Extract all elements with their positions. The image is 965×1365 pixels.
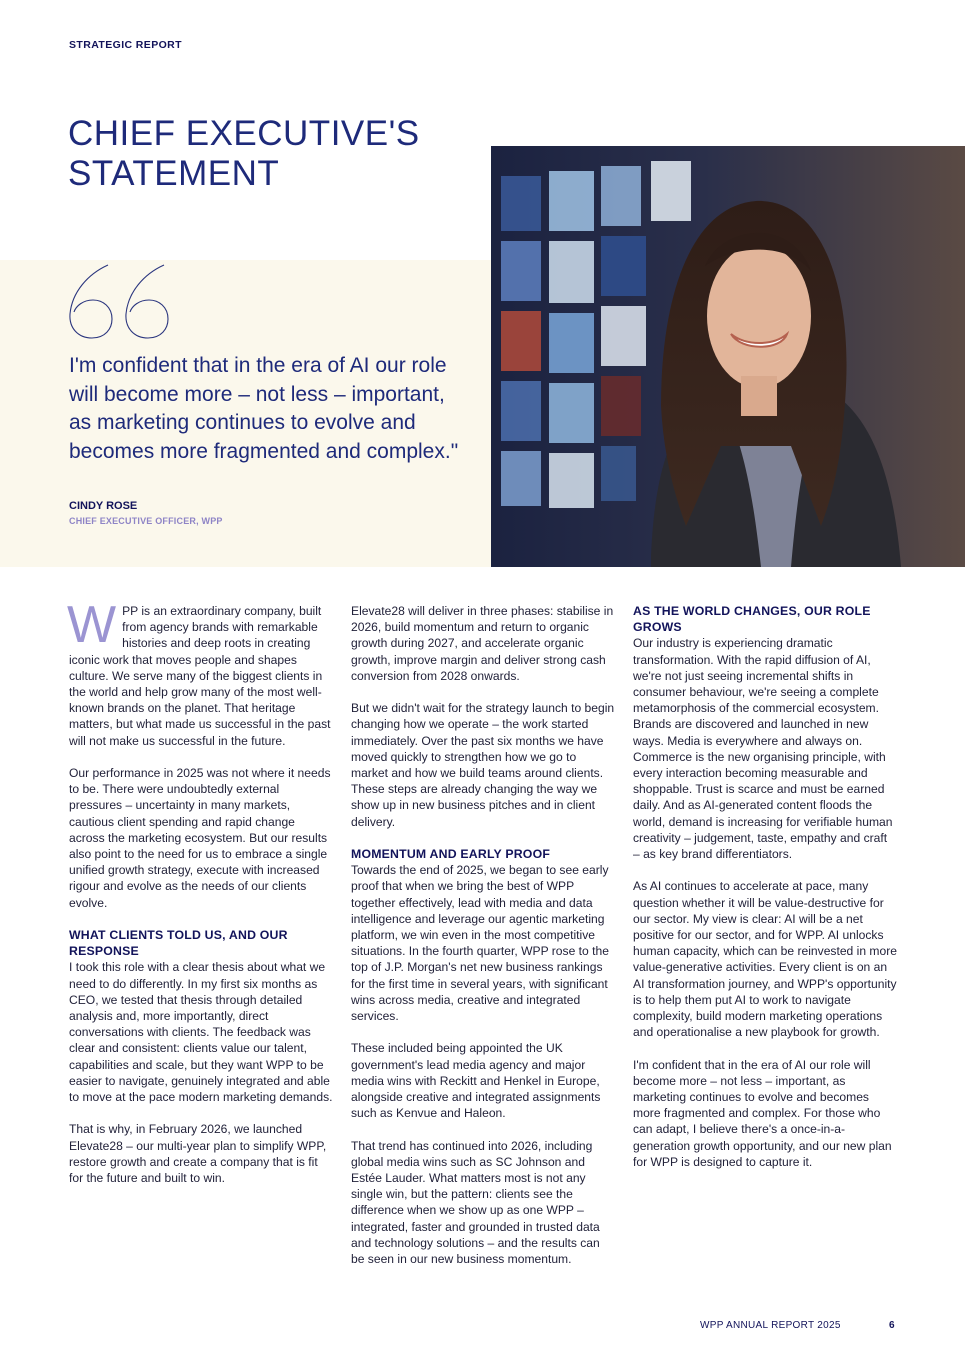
col3-heading: AS THE WORLD CHANGES, OUR ROLE GROWS bbox=[633, 604, 871, 635]
title-line-2: STATEMENT bbox=[68, 154, 280, 193]
column-3 bbox=[633, 603, 897, 1186]
quote-author: CINDY ROSE bbox=[69, 500, 138, 512]
col3-paragraph-2: As AI continues to accelerate at pace, many question whether it will be value-destructive for our sector. My view is clear: AI will be a net positive for our sector, and for WPP. AI unlocks human capacity, which can be reinvested in more value-generative activities. Every client is on an AI transformation journey, and WPP's opportunity is to help them put AI to work to navigate complexity, build modern marketing operations and operationalise a new playbook for growth. bbox=[633, 879, 897, 1040]
col2-paragraph-4: These included being appointed the UK government's lead media agency and major media wins with Reckitt and Henkel in Europe, alongside creative and integrated assignments such as Kenvue and Haleon. bbox=[351, 1041, 601, 1121]
col2-paragraph-3: Towards the end of 2025, we began to see early proof that when we bring the best of WPP together effectively, lead with media and data intelligence and leverage our agentic marketing platform, we win even in the most competitive situations. In the fourth quarter, WPP rose to the top of J.P. Morgan's net new business rankings for the first time in several years, with significant wins across media, creative and integrated services. bbox=[351, 863, 609, 1024]
page-number: 6 bbox=[889, 1320, 895, 1331]
ceo-portrait-photo bbox=[491, 146, 965, 567]
footer-report-title: WPP ANNUAL REPORT 2025 bbox=[700, 1320, 841, 1331]
col1-paragraph-2: Our performance in 2025 was not where it needs to be. There were undoubtedly external pressures – uncertainty in many markets, cautious client spending and rapid change across the marketing ecosystem. But our results also point to the need for us to embrace a single unified growth strategy, execute with increased rigour and evolve as the needs of our clients evolve. bbox=[69, 766, 331, 910]
col1-heading: WHAT CLIENTS TOLD US, AND OUR RESPONSE bbox=[69, 928, 288, 959]
page-title bbox=[68, 114, 420, 194]
col2-paragraph-1: Elevate28 will deliver in three phases: stabilise in 2026, build momentum and return to organic growth during 2027, and accelerate organic growth, improve margin and deliver strong cash conversion from 2028 onwards. bbox=[351, 604, 614, 683]
col1-p1-text: PP is an extraordinary company, built from agency brands with remarkable histories and deep roots in creating iconic work that moves people and shapes culture. We serve many of the biggest clients in the world and help grow many of the most well-known brands on the planet. That heritage matters, but what made us successful in the past will not make us successful in the future. bbox=[69, 604, 331, 748]
column-1 bbox=[67, 596, 333, 1202]
col2-paragraph-2: But we didn't wait for the strategy launch to begin changing how we operate – the work started immediately. Over the past six months we have moved quickly to strengthen how we go to market and how we build teams around clients. These steps are already changing the way we show up in new business pitches and in client delivery. bbox=[351, 701, 615, 829]
col3-paragraph-3: I'm confident that in the era of AI our role will become more – not less – important, as marketing continues to evolve and becomes more fragmented and complex. For those who can adapt, I believe there's a once-in-a-generation growth opportunity, and our new plan for WPP is designed to capture it. bbox=[633, 1057, 892, 1169]
col1-paragraph-4: That is why, in February 2026, we launched Elevate28 – our multi-year plan to simplify WPP, restore growth and create a company that is fit for the future and built to win. bbox=[69, 1122, 327, 1186]
quote-author-title: CHIEF EXECUTIVE OFFICER, WPP bbox=[69, 516, 223, 526]
col1-paragraph-3: I took this role with a clear thesis about what we need to do differently. In my first six months as CEO, we tested that thesis through detailed analysis and, more importantly, direct conversations with clients. The feedback was clear and consistent: clients value our talent, capabilities and scale, but they want WPP to be easier to navigate, genuinely integrated and able to move at the pace modern marketing demands. bbox=[69, 960, 333, 1105]
col3-paragraph-1: Our industry is experiencing dramatic transformation. With the rapid diffusion of AI, we're not just seeing incremental shifts in consumer behaviour, we're seeing a complete metamorphosis of the commercial ecosystem. Brands are discovered and launched in new ways. Media is everywhere and always on. Commerce is the new organising principle, with every interaction becoming measurable and shoppable. Trust is scarce and must be earned daily. And as AI-generated content floods the world, demand is increasing for verifiable human creativity – judgement, taste, empathy and craft – as key brand differentiators. bbox=[633, 636, 893, 862]
col2-heading: MOMENTUM AND EARLY PROOF bbox=[351, 847, 551, 862]
pull-quote: I'm confident that in the era of AI our role will become more – not less – important, as marketing continues to evolve and becomes more fragmented and complex." bbox=[69, 354, 459, 463]
col1-paragraph-1 bbox=[67, 596, 333, 749]
section-label: STRATEGIC REPORT bbox=[69, 39, 182, 51]
column-2 bbox=[351, 603, 615, 1283]
col2-paragraph-5: That trend has continued into 2026, including global media wins such as SC Johnson and Estée Lauder. What matters most is not any single win, but the pattern: clients see the difference when we show up as one WPP – integrated, faster and grounded in trusted data and technology solutions – and the results can be seen in our new business momentum. bbox=[351, 1138, 600, 1267]
title-line-1: CHIEF EXECUTIVE'S bbox=[68, 114, 420, 153]
drop-cap: W bbox=[67, 596, 117, 654]
quote-mark-icon bbox=[66, 262, 184, 342]
